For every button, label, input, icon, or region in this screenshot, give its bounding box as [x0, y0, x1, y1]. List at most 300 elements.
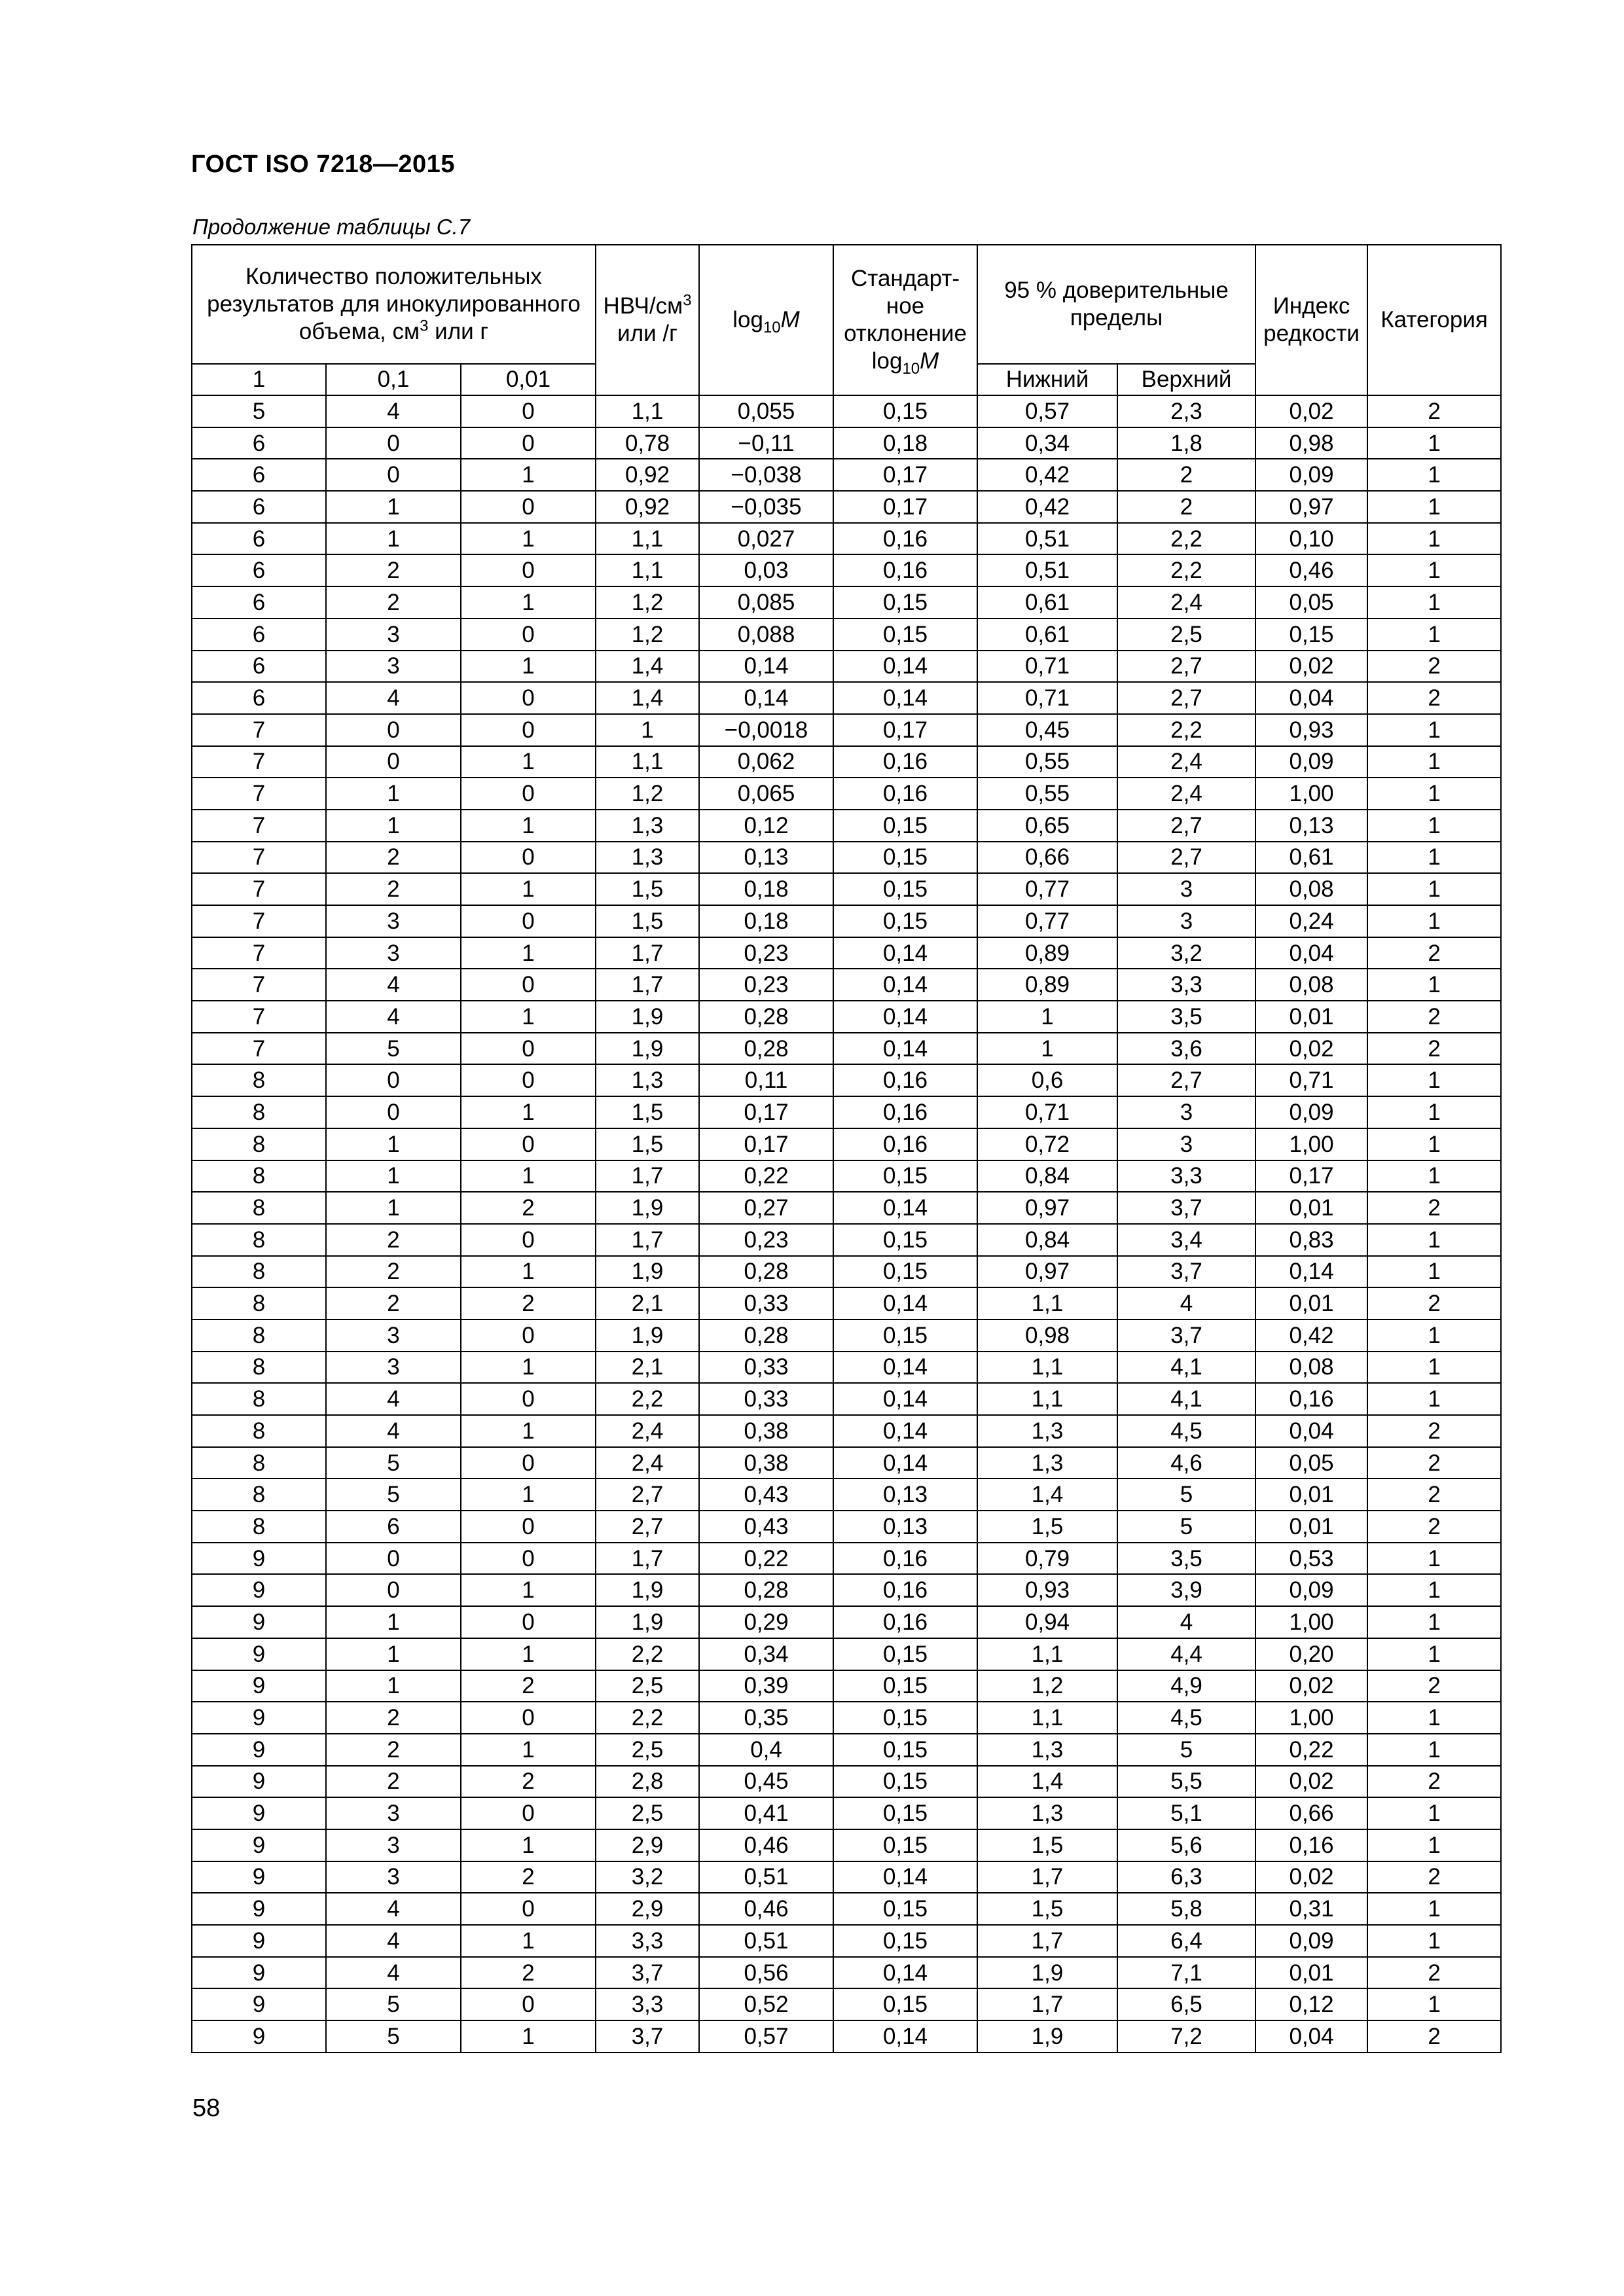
table-cell: 1	[461, 1415, 596, 1447]
table-cell: 0,57	[977, 395, 1117, 427]
table-cell: 1,1	[596, 395, 699, 427]
table-cell: 1	[1367, 1064, 1501, 1096]
table-cell: 0,97	[1255, 491, 1367, 523]
table-cell: 1	[461, 1638, 596, 1670]
table-cell: 0,04	[1255, 1415, 1367, 1447]
header-volume-1: 1	[192, 364, 326, 395]
table-row	[192, 1192, 1501, 1224]
table-cell: 0,71	[977, 1096, 1117, 1128]
table-cell: 1	[1367, 714, 1501, 746]
table-cell: 9	[192, 1734, 326, 1766]
table-cell: 3	[326, 1797, 461, 1829]
table-cell: 3	[326, 1352, 461, 1384]
table-cell: 3,7	[1117, 1192, 1255, 1224]
table-cell: 2,2	[1117, 714, 1255, 746]
table-cell: 0,43	[699, 1511, 833, 1543]
table-cell: 1	[977, 1033, 1117, 1065]
table-cell: 0,09	[1255, 1574, 1367, 1606]
table-cell: 6,4	[1117, 1925, 1255, 1957]
table-cell: 0,15	[833, 905, 977, 937]
table-cell: 9	[192, 1766, 326, 1798]
table-cell: 2,7	[1117, 682, 1255, 714]
table-row	[192, 810, 1501, 842]
table-cell: −0,0018	[699, 714, 833, 746]
table-row	[192, 1606, 1501, 1638]
table-cell: 0,15	[833, 395, 977, 427]
table-cell: 9	[192, 1670, 326, 1702]
table-cell: 0,01	[1255, 1957, 1367, 1989]
table-cell: 2	[1367, 1511, 1501, 1543]
table-cell: 1,1	[977, 1287, 1117, 1319]
table-cell: 8	[192, 1415, 326, 1447]
table-cell: 0	[326, 459, 461, 491]
table-cell: 3,3	[1117, 969, 1255, 1001]
table-cell: 0,03	[699, 554, 833, 586]
table-cell: 1	[461, 810, 596, 842]
table-cell: 0,16	[833, 523, 977, 555]
table-cell: 0,12	[1255, 1988, 1367, 2020]
table-cell: 0,14	[833, 1447, 977, 1479]
table-cell: 3,9	[1117, 1574, 1255, 1606]
table-row	[192, 1096, 1501, 1128]
table-cell: 3,6	[1117, 1033, 1255, 1065]
table-cell: 1	[1367, 1160, 1501, 1193]
table-cell: 0,17	[1255, 1160, 1367, 1193]
table-cell: 9	[192, 1925, 326, 1957]
table-row	[192, 1447, 1501, 1479]
table-cell: 1	[326, 1606, 461, 1638]
page-number: 58	[192, 2094, 221, 2122]
table-cell: 3,5	[1117, 1543, 1255, 1575]
table-cell: 5,6	[1117, 1829, 1255, 1861]
table-row	[192, 905, 1501, 937]
table-cell: 6,3	[1117, 1861, 1255, 1893]
table-cell: 2,7	[1117, 810, 1255, 842]
data-table	[191, 244, 1502, 2053]
table-row	[192, 842, 1501, 874]
table-cell: 0,15	[1255, 619, 1367, 651]
table-cell: 2,5	[1117, 619, 1255, 651]
table-cell: 3	[326, 1829, 461, 1861]
table-cell: 0,61	[977, 586, 1117, 619]
table-cell: 0,98	[1255, 427, 1367, 459]
table-cell: 1,9	[596, 1192, 699, 1224]
table-cell: 9	[192, 1829, 326, 1861]
table-cell: 1,3	[596, 810, 699, 842]
table-cell: 2	[326, 1702, 461, 1734]
table-cell: 2	[461, 1957, 596, 1989]
table-cell: 8	[192, 1352, 326, 1384]
table-cell: 1	[461, 873, 596, 905]
table-cell: 1	[1367, 1734, 1501, 1766]
table-row	[192, 1224, 1501, 1256]
table-cell: 0,43	[699, 1479, 833, 1511]
table-row	[192, 1383, 1501, 1415]
table-cell: 0,46	[1255, 554, 1367, 586]
table-cell: 0	[461, 395, 596, 427]
table-cell: 2	[1367, 1287, 1501, 1319]
table-cell: 0,09	[1255, 746, 1367, 778]
table-row	[192, 1638, 1501, 1670]
table-cell: 0,15	[833, 842, 977, 874]
table-cell: 9	[192, 1606, 326, 1638]
table-cell: 2	[1367, 1033, 1501, 1065]
table-cell: 1,5	[977, 1511, 1117, 1543]
table-cell: 2	[1367, 1670, 1501, 1702]
table-cell: 3	[326, 1319, 461, 1352]
table-cell: 0,89	[977, 937, 1117, 969]
table-cell: 1,2	[596, 778, 699, 810]
table-cell: 7	[192, 937, 326, 969]
table-cell: 0,56	[699, 1957, 833, 1989]
table-cell: 0	[461, 1893, 596, 1925]
table-cell: 2	[326, 1224, 461, 1256]
table-cell: 0,01	[1255, 1001, 1367, 1033]
table-cell: 0,28	[699, 1574, 833, 1606]
table-cell: 0,15	[833, 1988, 977, 2020]
table-cell: 0,15	[833, 1670, 977, 1702]
table-cell: 7	[192, 714, 326, 746]
header-positive-results: Количество положительных результатов для инокулированного объема, $см^3$ или г	[192, 245, 596, 364]
table-cell: 1	[1367, 746, 1501, 778]
table-cell: 0,28	[699, 1033, 833, 1065]
table-cell: 0,22	[1255, 1734, 1367, 1766]
table-cell: 0,78	[596, 427, 699, 459]
table-cell: 0,13	[833, 1479, 977, 1511]
table-cell: 0,42	[977, 459, 1117, 491]
table-row	[192, 1861, 1501, 1893]
table-cell: 1	[461, 651, 596, 683]
table-cell: 2	[461, 1861, 596, 1893]
header-confidence-limits: 95 % доверительные пределы	[977, 245, 1255, 364]
table-cell: 1	[1367, 459, 1501, 491]
table-row	[192, 1479, 1501, 1511]
table-cell: 1	[1367, 842, 1501, 874]
table-cell: 0,10	[1255, 523, 1367, 555]
table-cell: 3,7	[1117, 1256, 1255, 1288]
table-cell: 2,7	[596, 1511, 699, 1543]
table-cell: 0,16	[1255, 1383, 1367, 1415]
table-cell: 4	[326, 1925, 461, 1957]
table-cell: 0	[326, 1574, 461, 1606]
table-cell: 1,9	[977, 1957, 1117, 1989]
table-cell: 2,5	[596, 1797, 699, 1829]
table-cell: 0	[461, 1988, 596, 2020]
table-cell: 0	[326, 1543, 461, 1575]
table-cell: 0,05	[1255, 1447, 1367, 1479]
table-cell: 4	[326, 395, 461, 427]
table-cell: 0,14	[833, 2020, 977, 2053]
table-cell: 0,14	[833, 682, 977, 714]
table-cell: 1	[461, 1256, 596, 1288]
table-cell: 0,02	[1255, 651, 1367, 683]
table-row	[192, 491, 1501, 523]
table-row	[192, 619, 1501, 651]
table-cell: 0	[461, 714, 596, 746]
table-cell: 0,51	[977, 554, 1117, 586]
table-cell: 6	[192, 682, 326, 714]
table-cell: 1,7	[596, 1160, 699, 1193]
table-row	[192, 1256, 1501, 1288]
table-cell: 0	[461, 682, 596, 714]
table-cell: 1	[1367, 1606, 1501, 1638]
table-cell: 1,00	[1255, 1606, 1367, 1638]
table-cell: 0,33	[699, 1287, 833, 1319]
table-cell: 0	[461, 1383, 596, 1415]
table-cell: 2,9	[596, 1893, 699, 1925]
table-cell: 1,8	[1117, 427, 1255, 459]
table-cell: 0,02	[1255, 1670, 1367, 1702]
table-cell: 1	[326, 491, 461, 523]
table-cell: 2	[1367, 2020, 1501, 2053]
table-cell: 1,5	[977, 1829, 1117, 1861]
table-cell: 1	[1367, 1574, 1501, 1606]
table-cell: 1	[461, 1160, 596, 1193]
header-upper-limit: Верхний	[1117, 364, 1255, 395]
table-cell: 0,16	[833, 1574, 977, 1606]
table-cell: 0,31	[1255, 1893, 1367, 1925]
table-cell: 0	[326, 714, 461, 746]
table-cell: 3	[1117, 1096, 1255, 1128]
table-cell: 9	[192, 1893, 326, 1925]
table-cell: 7	[192, 746, 326, 778]
table-cell: 4,5	[1117, 1415, 1255, 1447]
table-cell: 0,09	[1255, 1925, 1367, 1957]
table-cell: 4,1	[1117, 1352, 1255, 1384]
table-cell: 1,1	[977, 1383, 1117, 1415]
table-cell: 0,28	[699, 1319, 833, 1352]
table-cell: 0,055	[699, 395, 833, 427]
table-cell: 0,77	[977, 905, 1117, 937]
table-cell: 0,14	[833, 1957, 977, 1989]
table-cell: 1	[326, 1638, 461, 1670]
table-cell: 0	[461, 1797, 596, 1829]
table-row	[192, 1543, 1501, 1575]
table-cell: 0,51	[699, 1861, 833, 1893]
table-cell: 0,085	[699, 586, 833, 619]
table-cell: 2,4	[1117, 586, 1255, 619]
table-cell: 1	[461, 459, 596, 491]
table-cell: 1	[461, 1479, 596, 1511]
table-row	[192, 1160, 1501, 1193]
table-cell: 4	[326, 969, 461, 1001]
table-cell: 7,2	[1117, 2020, 1255, 2053]
header-volume-0-01: 0,01	[461, 364, 596, 395]
table-cell: 1,9	[596, 1574, 699, 1606]
table-cell: 0,72	[977, 1128, 1117, 1160]
table-cell: 0,13	[833, 1511, 977, 1543]
table-cell: 0,84	[977, 1160, 1117, 1193]
table-cell: 1,7	[596, 937, 699, 969]
table-cell: 1	[461, 746, 596, 778]
table-cell: 4,5	[1117, 1702, 1255, 1734]
table-cell: 1	[326, 1128, 461, 1160]
table-cell: 1,4	[596, 682, 699, 714]
table-cell: 0,18	[833, 427, 977, 459]
table-cell: 0	[461, 778, 596, 810]
table-cell: 2,4	[596, 1415, 699, 1447]
table-cell: 0,61	[1255, 842, 1367, 874]
table-cell: 0,17	[833, 714, 977, 746]
table-cell: 2	[1367, 1861, 1501, 1893]
table-cell: 8	[192, 1383, 326, 1415]
table-cell: 2	[326, 842, 461, 874]
table-cell: 0,51	[699, 1925, 833, 1957]
table-cell: 0,04	[1255, 2020, 1367, 2053]
table-cell: 0	[461, 1033, 596, 1065]
table-cell: 0,23	[699, 969, 833, 1001]
table-cell: 1	[1367, 1383, 1501, 1415]
table-row	[192, 1766, 1501, 1798]
table-row	[192, 1988, 1501, 2020]
table-cell: 0,09	[1255, 459, 1367, 491]
table-cell: 0,17	[833, 491, 977, 523]
table-row	[192, 1128, 1501, 1160]
table-cell: 5	[326, 1447, 461, 1479]
header-category: Категория	[1367, 245, 1501, 395]
table-cell: 3,3	[1117, 1160, 1255, 1193]
table-cell: 1,3	[977, 1447, 1117, 1479]
table-cell: 8	[192, 1192, 326, 1224]
table-cell: 0	[326, 746, 461, 778]
table-cell: 2,5	[596, 1734, 699, 1766]
table-cell: 0,11	[699, 1064, 833, 1096]
header-log: $\log_{10}M$	[699, 245, 833, 395]
table-cell: 2	[1367, 937, 1501, 969]
table-cell: 0	[461, 1543, 596, 1575]
table-cell: 0,51	[977, 523, 1117, 555]
table-cell: 2	[326, 554, 461, 586]
table-cell: 4	[326, 1001, 461, 1033]
table-cell: 0,15	[833, 1893, 977, 1925]
table-cell: 0,027	[699, 523, 833, 555]
table-cell: 2	[1367, 1415, 1501, 1447]
table-cell: 0,66	[977, 842, 1117, 874]
table-row	[192, 1511, 1501, 1543]
table-cell: 5	[326, 1033, 461, 1065]
table-cell: 2,4	[1117, 778, 1255, 810]
table-cell: 8	[192, 1160, 326, 1193]
table-cell: 1	[1367, 810, 1501, 842]
table-cell: 0,16	[833, 1128, 977, 1160]
table-cell: 0,15	[833, 1160, 977, 1193]
table-cell: 6,5	[1117, 1988, 1255, 2020]
table-cell: 0,53	[1255, 1543, 1367, 1575]
table-cell: 0,97	[977, 1256, 1117, 1288]
table-cell: 5	[1117, 1734, 1255, 1766]
table-cell: 0	[461, 969, 596, 1001]
table-cell: 0,15	[833, 619, 977, 651]
table-cell: 2	[326, 1734, 461, 1766]
table-row	[192, 1033, 1501, 1065]
table-cell: 3,5	[1117, 1001, 1255, 1033]
table-cell: 0	[461, 1064, 596, 1096]
table-cell: 8	[192, 1128, 326, 1160]
table-cell: 1,1	[596, 554, 699, 586]
table-cell: 1	[461, 1925, 596, 1957]
table-cell: 0,14	[833, 651, 977, 683]
table-cell: 1	[1367, 1893, 1501, 1925]
table-cell: 2,1	[596, 1352, 699, 1384]
table-cell: 1,1	[596, 746, 699, 778]
table-cell: 0,18	[699, 905, 833, 937]
table-cell: 0,20	[1255, 1638, 1367, 1670]
table-row	[192, 778, 1501, 810]
table-cell: 0,16	[833, 554, 977, 586]
table-cell: 4	[1117, 1287, 1255, 1319]
table-cell: 1,9	[596, 1256, 699, 1288]
table-row	[192, 554, 1501, 586]
table-cell: 9	[192, 1543, 326, 1575]
table-row	[192, 1925, 1501, 1957]
table-cell: 8	[192, 1256, 326, 1288]
table-cell: 0,28	[699, 1256, 833, 1288]
table-cell: 5	[1117, 1479, 1255, 1511]
table-cell: 1	[461, 2020, 596, 2053]
table-cell: 0,15	[833, 1734, 977, 1766]
table-cell: 4,4	[1117, 1638, 1255, 1670]
table-cell: 1	[326, 1192, 461, 1224]
table-cell: 6	[192, 459, 326, 491]
table-cell: 0,16	[833, 746, 977, 778]
table-cell: 0,45	[699, 1766, 833, 1798]
table-cell: 4	[326, 1383, 461, 1415]
table-cell: 2,2	[1117, 523, 1255, 555]
table-cell: 1,9	[596, 1319, 699, 1352]
table-cell: 7	[192, 810, 326, 842]
table-cell: 0,52	[699, 1988, 833, 2020]
table-cell: 0,22	[699, 1160, 833, 1193]
table-cell: 1,9	[596, 1033, 699, 1065]
table-cell: 1	[1367, 1224, 1501, 1256]
table-cell: 6	[192, 586, 326, 619]
table-row	[192, 746, 1501, 778]
table-cell: 4	[326, 1893, 461, 1925]
table-cell: 1	[1367, 586, 1501, 619]
table-cell: 0,065	[699, 778, 833, 810]
table-cell: 5	[326, 1988, 461, 2020]
table-cell: 0,18	[699, 873, 833, 905]
table-cell: 2	[461, 1287, 596, 1319]
table-cell: 0	[461, 1224, 596, 1256]
table-cell: 1	[461, 1096, 596, 1128]
table-cell: 2	[1367, 1447, 1501, 1479]
table-cell: 9	[192, 1861, 326, 1893]
table-cell: 0,14	[833, 937, 977, 969]
table-row	[192, 2020, 1501, 2053]
table-cell: 1	[326, 1670, 461, 1702]
table-cell: 0,24	[1255, 905, 1367, 937]
table-cell: 0,42	[1255, 1319, 1367, 1352]
table-cell: 4,6	[1117, 1447, 1255, 1479]
table-cell: 0	[461, 905, 596, 937]
table-cell: 2,4	[596, 1447, 699, 1479]
table-cell: 1,5	[977, 1893, 1117, 1925]
table-cell: 1,5	[596, 873, 699, 905]
table-cell: 1	[326, 1160, 461, 1193]
table-cell: −0,035	[699, 491, 833, 523]
table-cell: 0,55	[977, 746, 1117, 778]
table-cell: 0,14	[833, 1001, 977, 1033]
table-cell: 6	[192, 427, 326, 459]
table-cell: 0,22	[699, 1543, 833, 1575]
table-cell: 5,5	[1117, 1766, 1255, 1798]
table-cell: 2	[461, 1192, 596, 1224]
table-cell: 0,15	[833, 873, 977, 905]
table-cell: 0,15	[833, 586, 977, 619]
table-cell: 3,4	[1117, 1224, 1255, 1256]
table-cell: 1,2	[596, 586, 699, 619]
